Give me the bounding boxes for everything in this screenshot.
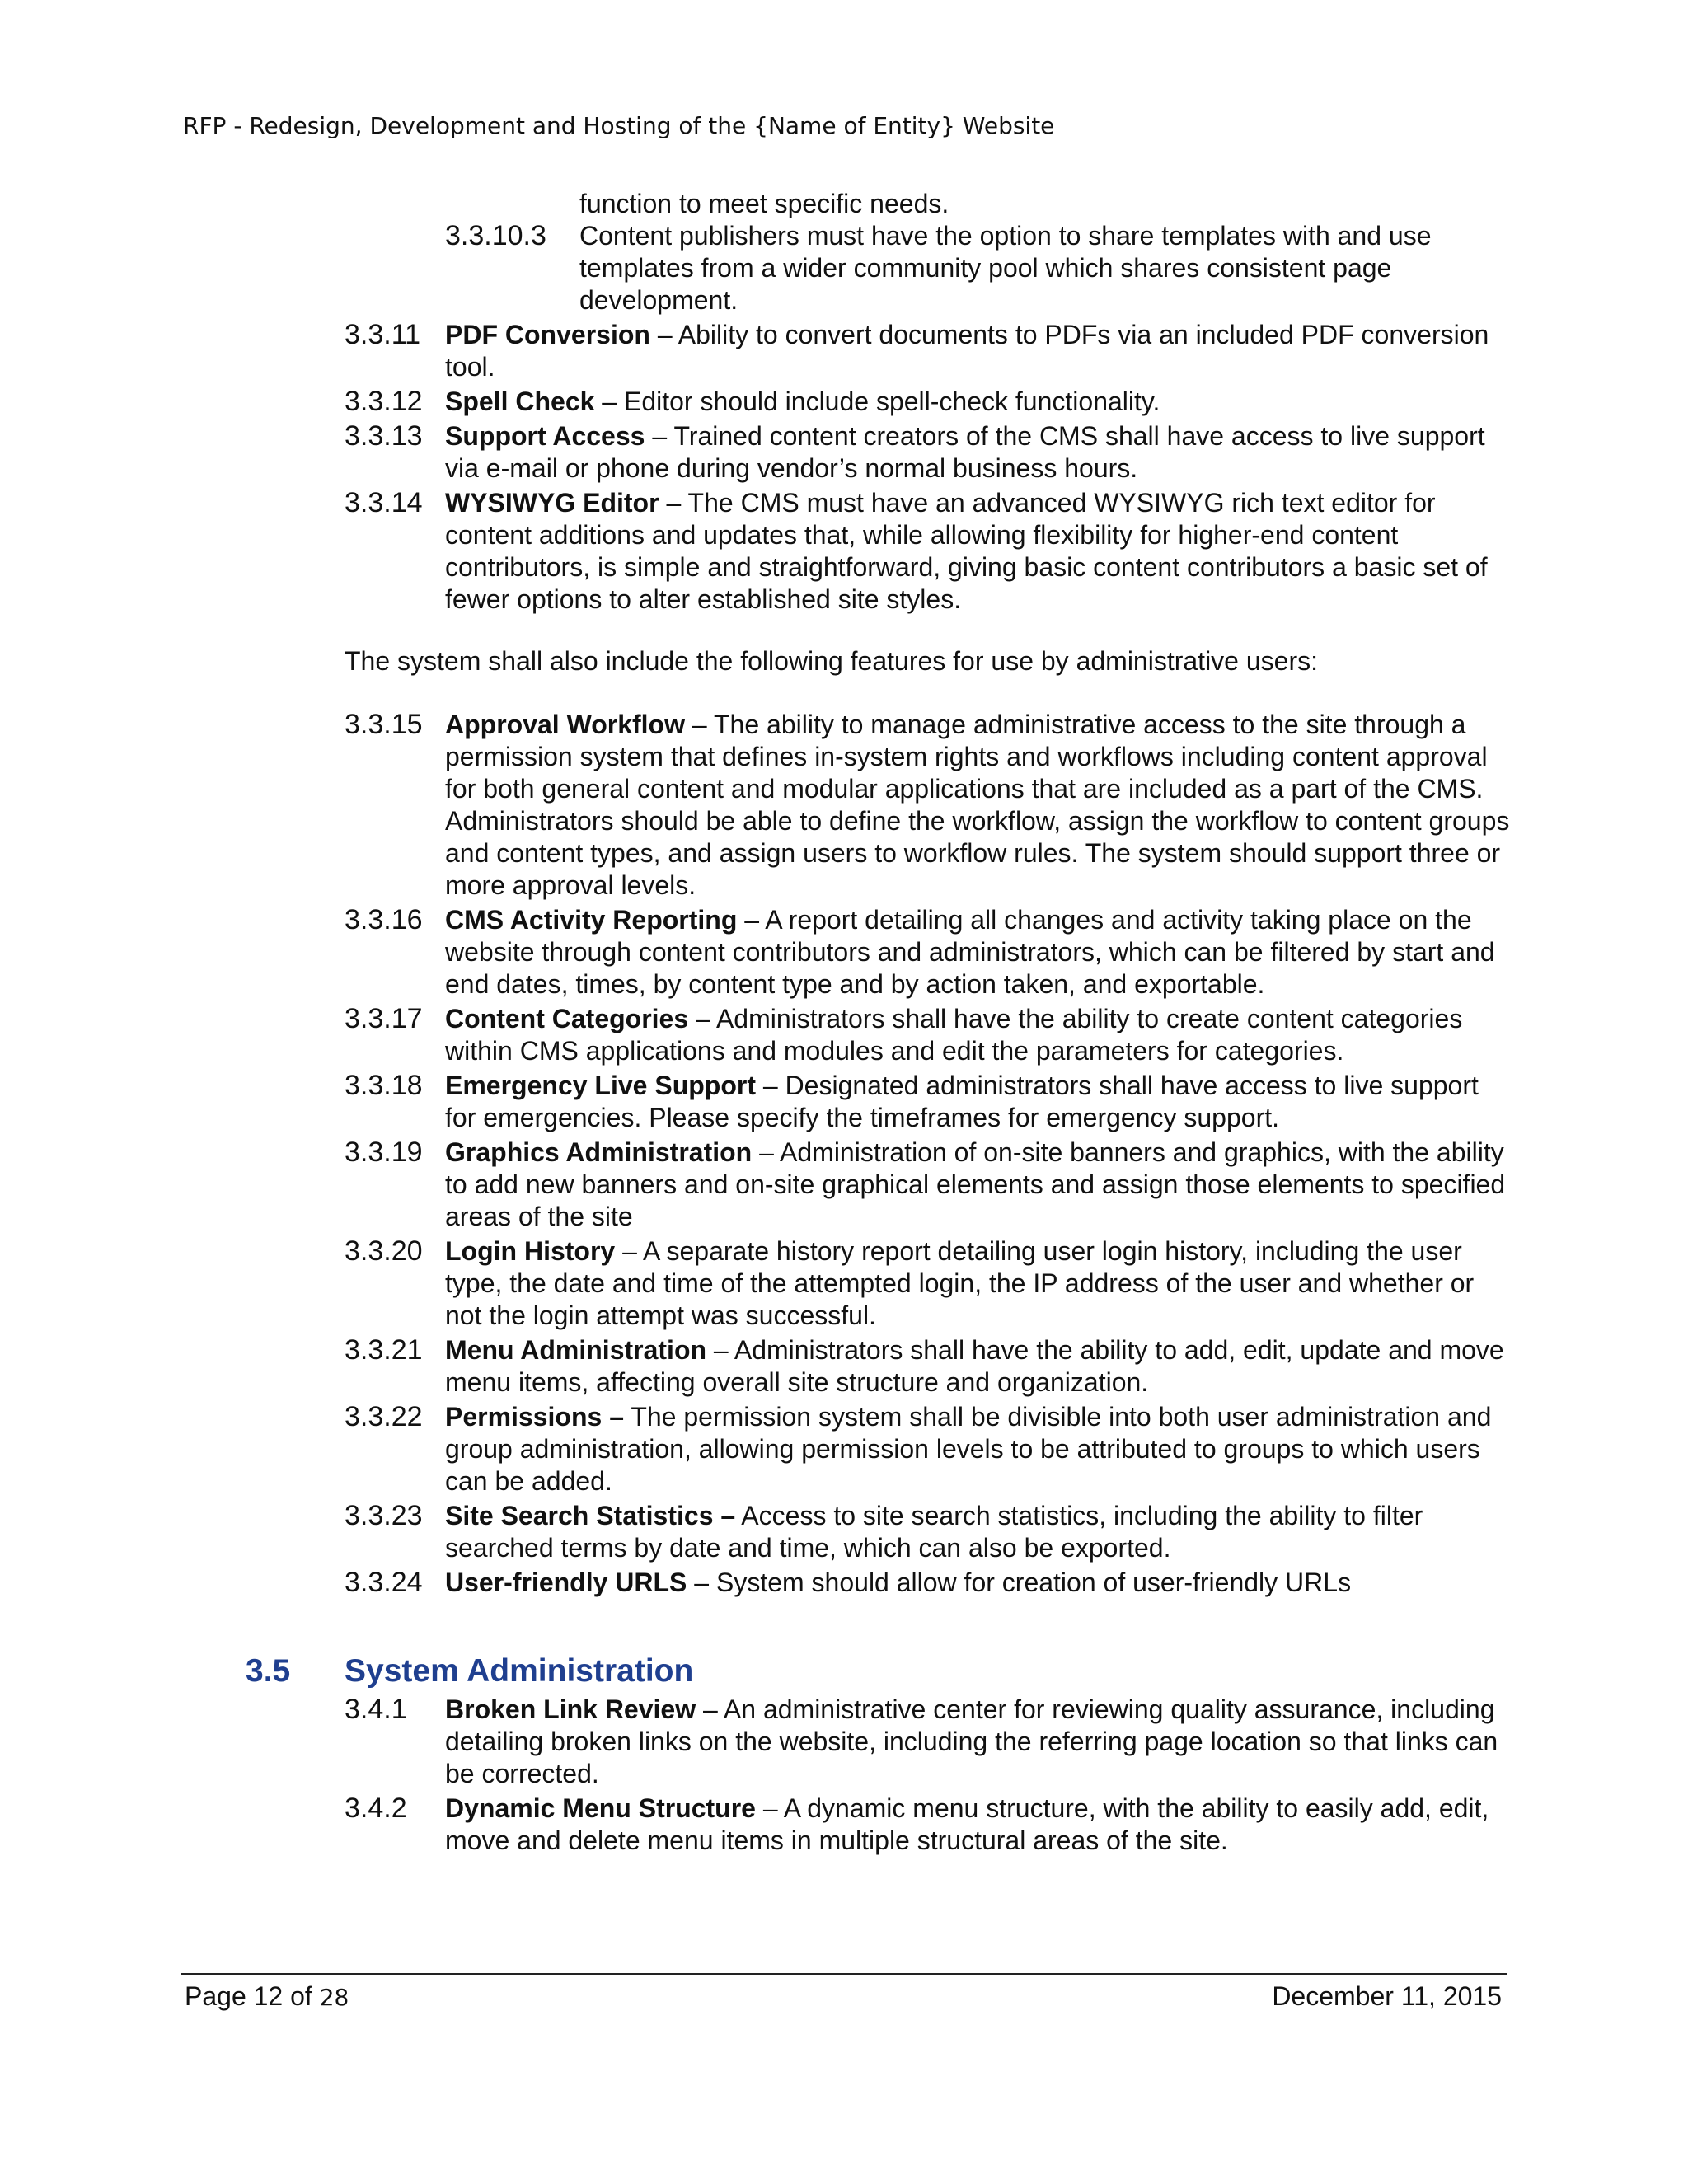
item-text: – Editor should include spell-check functionality.: [594, 387, 1160, 416]
item-text: – Ability to convert documents to PDFs via an included PDF conversion tool.: [445, 320, 1489, 382]
continuation-line: [0, 188, 1478, 220]
list-item: [0, 1235, 1517, 1332]
item-text: – A report detailing all changes and activity taking place on the website through content contributors and administrators, which can be filtered by start and end dates, times, by content type and by action taken, and exportable.: [445, 905, 1495, 999]
section-title: System Administration: [345, 1653, 694, 1689]
list-item: [0, 1793, 1517, 1857]
item-number: 3.4.1: [345, 1694, 407, 1725]
item-text: – An administrative center for reviewing quality assurance, including detailing broken links on the website, including the referring page location so that links can be corrected.: [445, 1694, 1498, 1788]
running-header: RFP - Redesign, Development and Hosting of the {Name of Entity} Website: [183, 112, 1055, 139]
list-item: [0, 904, 1517, 1001]
item-title: Site Search Statistics –: [445, 1501, 736, 1530]
item-number: 3.3.17: [345, 1003, 423, 1034]
item-text: – A dynamic menu structure, with the ability to easily add, edit, move and delete menu items in multiple structural areas of the site.: [445, 1793, 1489, 1855]
item-text: – Trained content creators of the CMS shall have access to live support via e-mail or phone during vendor’s normal business hours.: [445, 421, 1485, 483]
item-number: 3.3.12: [345, 386, 423, 417]
list-item: [0, 386, 1517, 418]
list-item: [0, 1003, 1517, 1067]
item-number: 3.3.22: [345, 1401, 423, 1432]
item-number: 3.3.20: [345, 1235, 423, 1267]
item-title: Login History: [445, 1236, 616, 1266]
item-title: User-friendly URLS: [445, 1568, 687, 1597]
list-item: [0, 1694, 1517, 1790]
section-heading: [0, 1653, 1688, 1691]
item-number: 3.3.11: [345, 319, 421, 350]
list-item: [0, 1137, 1517, 1233]
item-text: – Administrators shall have the ability to create content categories within CMS applications and modules and edit the parameters for categories.: [445, 1004, 1463, 1066]
continuation-text: function to meet specific needs.: [579, 189, 950, 218]
list-item: [0, 1567, 1517, 1599]
item-title: Menu Administration: [445, 1335, 707, 1365]
item-title: Content Categories: [445, 1004, 689, 1033]
item-number: 3.3.21: [345, 1334, 423, 1366]
item-text: – The ability to manage administrative access to the site through a permission system that defines in-system rights and workflows including content approval for both general content and modular applications that are included as a part of the CMS. Administrators should be able to define the workflow, assign the workflow to content groups and content types, and assign users to workflow rules. The system should support three or more approval levels.: [445, 710, 1510, 900]
subitem-text: Content publishers must have the option to share templates with and use templates from a wider community pool which shares consistent page development.: [579, 221, 1432, 315]
item-number: 3.3.15: [345, 709, 423, 740]
list-item: [0, 709, 1517, 902]
item-number: 3.3.19: [345, 1137, 423, 1168]
page-number-prefix: Page 12 of: [185, 1981, 320, 2011]
item-text: – Administration of on-site banners and graphics, with the ability to add new banners and on-site graphical elements and assign those elements to specified areas of the site: [445, 1137, 1506, 1231]
list-item: [0, 1401, 1517, 1497]
item-title: CMS Activity Reporting: [445, 905, 738, 935]
item-number: 3.3.16: [345, 904, 423, 935]
subitem-3-3-10-3: [0, 220, 1478, 316]
item-title: Spell Check: [445, 387, 595, 416]
item-number: 3.3.23: [345, 1500, 423, 1531]
item-text: Access to site search statistics, including the ability to filter searched terms by date and time, which can also be exported.: [445, 1501, 1423, 1563]
item-number: 3.3.24: [345, 1567, 423, 1598]
document-body: [0, 188, 1688, 1857]
page-total: 28: [319, 1984, 349, 2011]
list-item: [0, 319, 1517, 383]
item-number: 3.3.14: [345, 487, 423, 518]
item-title: Broken Link Review: [445, 1694, 696, 1724]
item-title: Emergency Live Support: [445, 1071, 756, 1100]
list-item: [0, 487, 1517, 616]
list-item: [0, 1500, 1517, 1564]
item-title: Approval Workflow: [445, 710, 685, 739]
item-title: Graphics Administration: [445, 1137, 753, 1167]
item-number: 3.4.2: [345, 1793, 407, 1824]
item-text: – A separate history report detailing user login history, including the user type, the date and time of the attempted login, the IP address of the user and whether or not the login attempt was successful.: [445, 1236, 1475, 1330]
section-number: 3.5: [246, 1653, 291, 1689]
item-text: – The CMS must have an advanced WYSIWYG rich text editor for content additions and updates that, while allowing flexibility for higher-end content contributors, is simple and straightforward, giving basic content contributors a basic set of fewer options to alter established site styles.: [445, 488, 1488, 614]
list-item: [0, 1334, 1517, 1399]
item-title: Support Access: [445, 421, 645, 451]
subitem-number: 3.3.10.3: [445, 220, 546, 251]
item-text: The permission system shall be divisible into both user administration and group administration, allowing permission levels to be attributed to groups to which users can be added.: [445, 1402, 1492, 1496]
item-title: Permissions –: [445, 1402, 624, 1432]
list-item: [0, 420, 1517, 485]
item-text: – Administrators shall have the ability to add, edit, update and move menu items, affecting overall site structure and organization.: [445, 1335, 1504, 1397]
body-paragraph: The system shall also include the following features for use by administrative users:: [345, 646, 1318, 676]
item-number: 3.3.13: [345, 420, 423, 452]
footer-date: December 11, 2015: [1272, 1981, 1502, 2011]
footer-divider: [181, 1973, 1507, 1975]
item-title: WYSIWYG Editor: [445, 488, 659, 518]
item-text: – System should allow for creation of user-friendly URLs: [687, 1568, 1352, 1597]
item-title: Dynamic Menu Structure: [445, 1793, 756, 1823]
item-number: 3.3.18: [345, 1070, 423, 1101]
page-number: [185, 1981, 349, 2012]
list-item: [0, 1070, 1517, 1134]
item-title: PDF Conversion: [445, 320, 650, 349]
item-text: – Designated administrators shall have access to live support for emergencies. Please specify the timeframes for emergency support.: [445, 1071, 1479, 1132]
